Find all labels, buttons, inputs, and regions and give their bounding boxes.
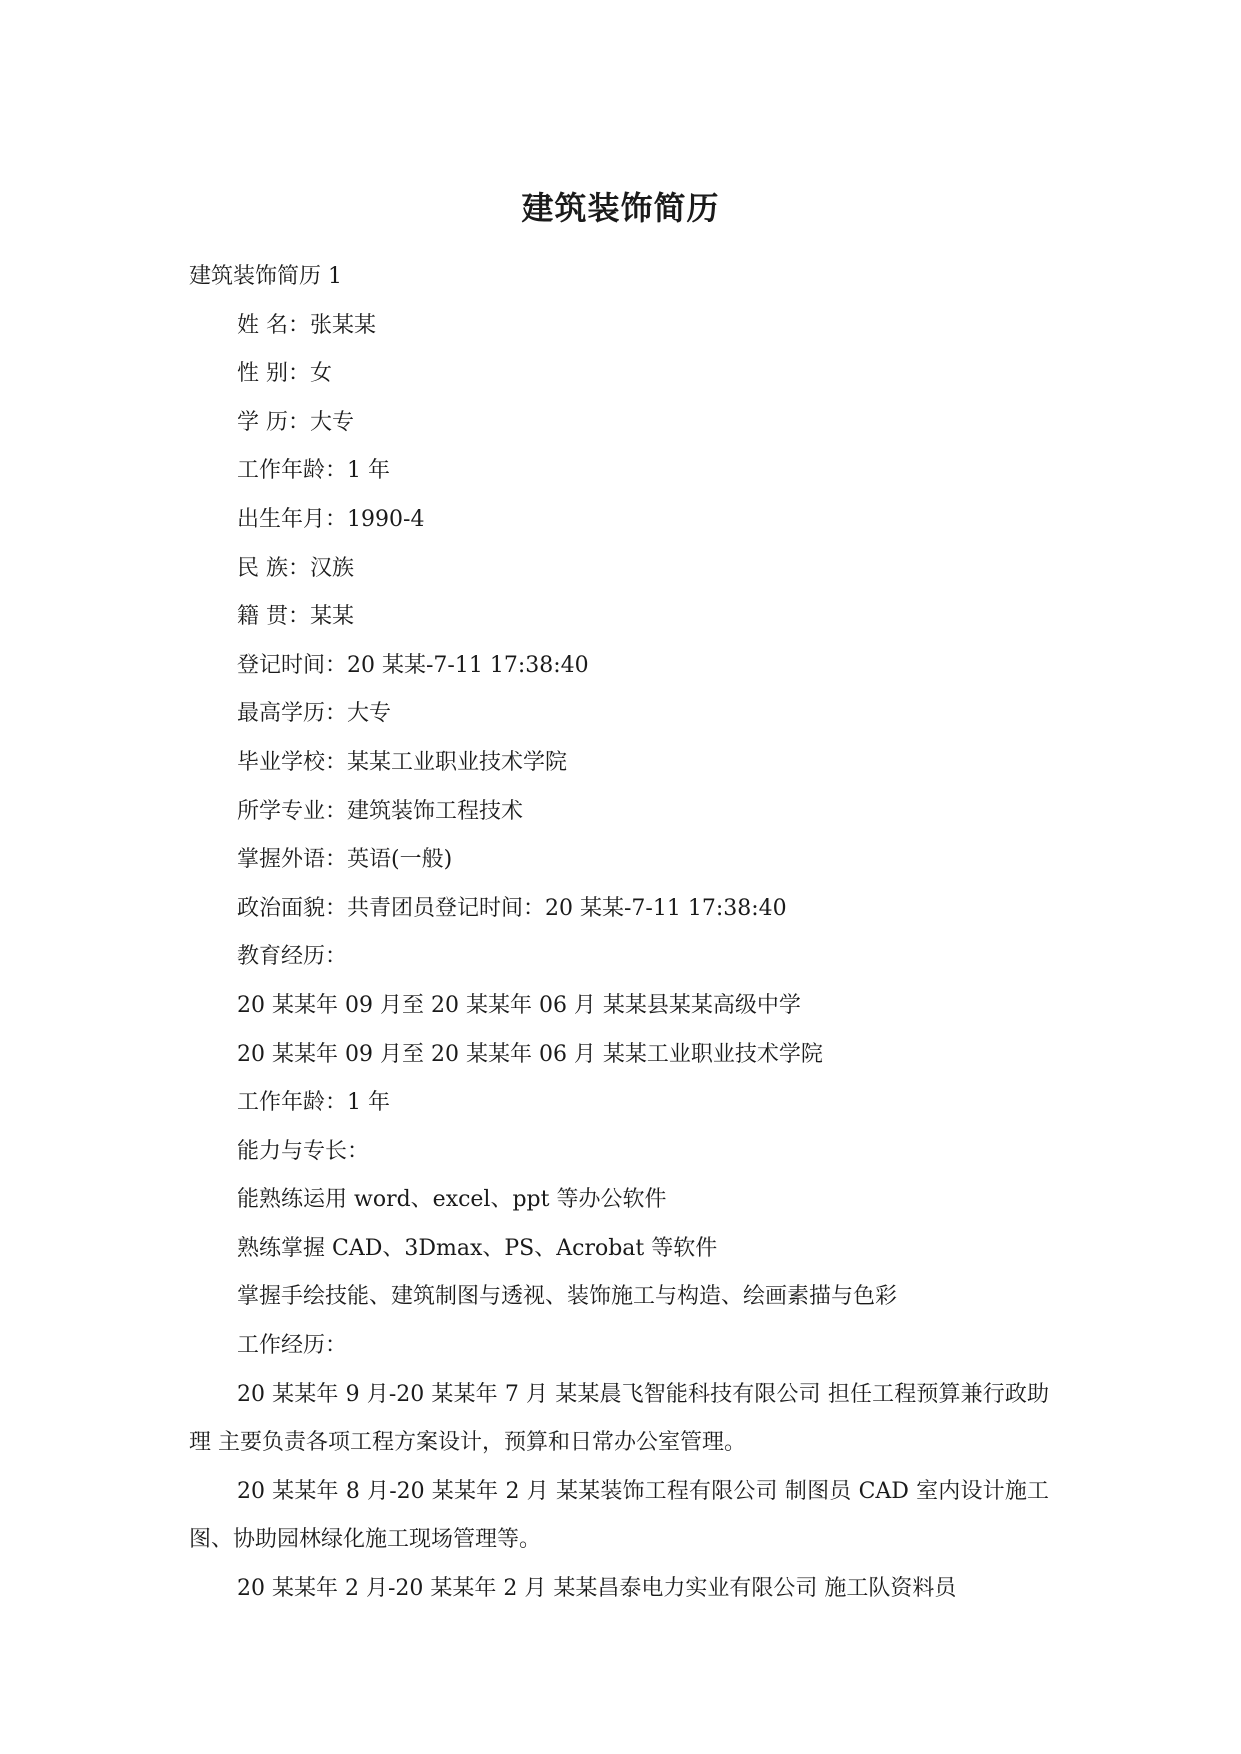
field-name	[189, 302, 1049, 351]
field-value: 某某	[310, 604, 355, 630]
work-paragraph: 20 某某年 8 月-20 某某年 2 月 某某装饰工程有限公司 制图员 CAD 室内设计施工图、协助园林绿化施工现场管理等。	[189, 1478, 1049, 1553]
work-heading: 工作经历：	[237, 1333, 348, 1359]
work-paragraph: 20 某某年 9 月-20 某某年 7 月 某某晨飞智能科技有限公司 担任工程预算兼行政助理 主要负责各项工程方案设计，预算和日常办公室管理。	[189, 1381, 1049, 1456]
skill-item: 掌握手绘技能、建筑制图与透视、装饰施工与构造、绘画素描与色彩	[237, 1284, 898, 1310]
field-major	[189, 788, 1049, 837]
field-value: 20 某某-7-11 17:38:40	[347, 652, 589, 678]
field-label: 姓 名：	[237, 312, 310, 338]
skill-item: 熟练掌握 CAD、3Dmax、PS、Acrobat 等软件	[237, 1235, 718, 1261]
field-label: 籍 贯：	[237, 604, 310, 630]
field-label: 毕业学校：	[237, 749, 348, 775]
field-value: 1990-4	[347, 506, 425, 532]
field-label: 最高学历：	[237, 701, 348, 727]
education-heading: 教育经历：	[237, 944, 348, 970]
education-item: 20 某某年 09 月至 20 某某年 06 月 某某工业职业技术学院	[237, 1041, 823, 1067]
field-education-level	[189, 399, 1049, 448]
field-value: 大专	[347, 701, 392, 727]
field-value: 共青团员登记时间：20 某某-7-11 17:38:40	[347, 895, 787, 921]
field-value: 大专	[310, 409, 355, 435]
field-value: 汉族	[310, 555, 355, 581]
field-value: 女	[310, 361, 333, 387]
field-label: 民 族：	[237, 555, 310, 581]
field-native-place	[189, 593, 1049, 642]
field-label: 性 别：	[237, 361, 310, 387]
field-label: 所学专业：	[237, 798, 348, 824]
work-age-line: 工作年龄：1 年	[237, 1090, 390, 1116]
field-label: 政治面貌：	[237, 895, 348, 921]
field-value: 1 年	[347, 458, 391, 484]
field-label: 登记时间：	[237, 652, 348, 678]
field-highest-education	[189, 690, 1049, 739]
field-gender	[189, 350, 1049, 399]
field-value: 张某某	[310, 312, 377, 338]
work-paragraph: 20 某某年 2 月-20 某某年 2 月 某某昌泰电力实业有限公司 施工队资料员	[237, 1576, 957, 1602]
field-label: 掌握外语：	[237, 847, 348, 873]
field-birth-date	[189, 496, 1049, 545]
field-value: 某某工业职业技术学院	[347, 749, 568, 775]
skill-item: 能熟练运用 word、excel、ppt 等办公软件	[237, 1187, 667, 1213]
field-value: 建筑装饰工程技术	[347, 798, 524, 824]
resume-subtitle: 建筑装饰简历 1	[189, 264, 342, 289]
field-work-age	[189, 447, 1049, 496]
field-value: 英语(一般)	[347, 847, 453, 873]
field-label: 出生年月：	[237, 506, 348, 532]
field-foreign-language	[189, 836, 1049, 885]
field-register-time	[189, 642, 1049, 691]
document-title: 建筑装饰简历	[521, 189, 720, 227]
field-ethnicity	[189, 545, 1049, 594]
field-political-status	[189, 885, 1049, 934]
field-school	[189, 739, 1049, 788]
document-body	[189, 253, 1049, 1614]
skills-heading: 能力与专长：	[237, 1138, 370, 1164]
education-item: 20 某某年 09 月至 20 某某年 06 月 某某县某某高级中学	[237, 992, 801, 1018]
field-label: 工作年龄：	[237, 458, 348, 484]
field-label: 学 历：	[237, 409, 310, 435]
